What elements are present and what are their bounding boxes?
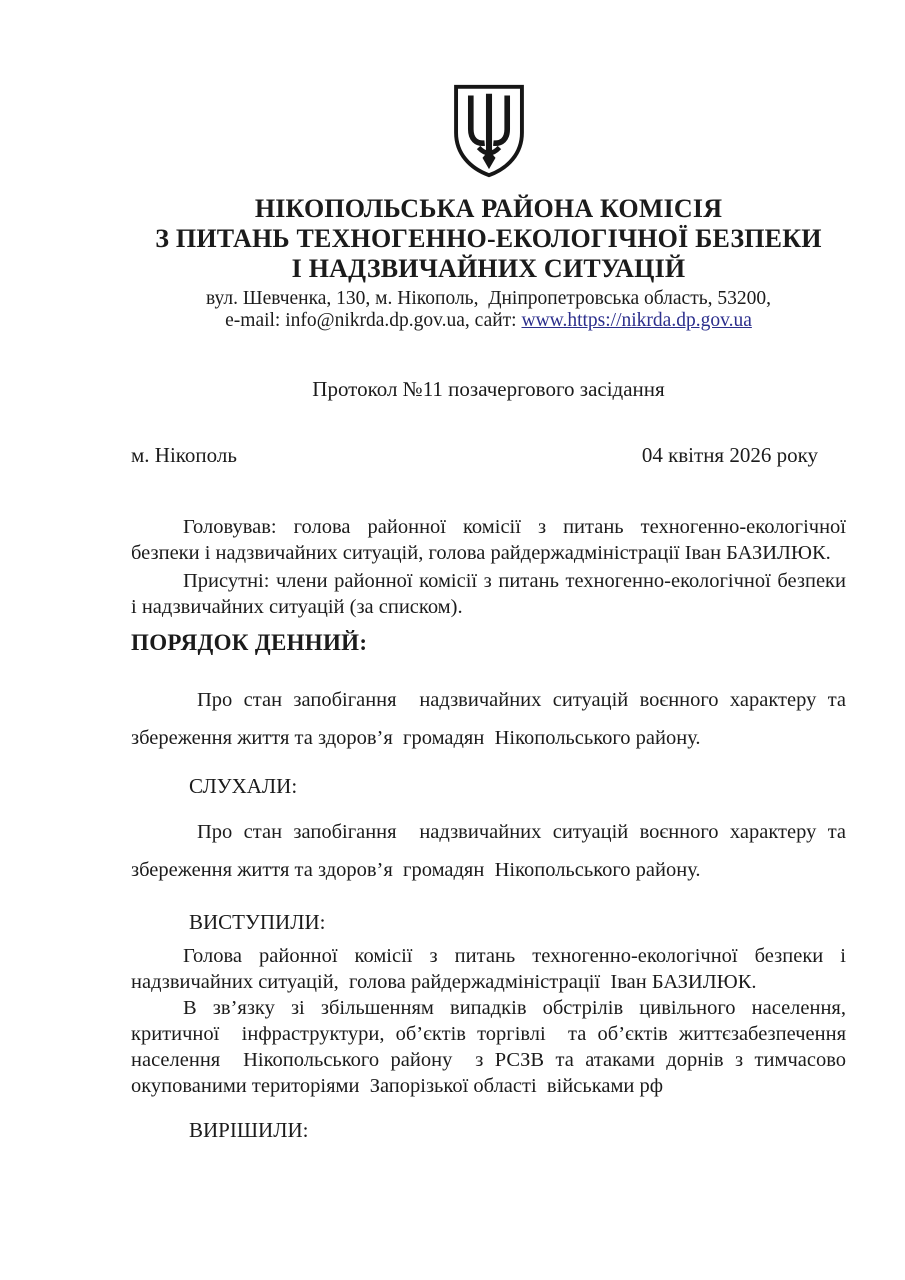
organization-header xyxy=(131,194,846,284)
heard-item-paragraph: Про стан запобігання надзвичайних ситуацій воєнного характеру та збереження життя та здоров’я громадян Нікопольського району. xyxy=(131,821,852,881)
spoke-paragraph-2: В зв’язку зі збільшенням випадків обстрілів цивільного населення, критичної інфраструктури, об’єктів торгівлі та об’єктів життєзабезпечення населення Нікопольського району з РСЗВ та атаками дорнів з тимчасово окупованими територіями Запорізької області військами рф xyxy=(131,997,852,1097)
org-name-line-1: НІКОПОЛЬСЬКА РАЙОНА КОМІСІЯ xyxy=(254,194,723,223)
document-city: м. Нікополь xyxy=(131,443,237,467)
org-contacts xyxy=(131,310,846,332)
agenda-heading: ПОРЯДОК ДЕННИЙ: xyxy=(131,630,368,655)
paragraph-chaired: Головував: голова районної комісії з питань техногенно-екологічної безпеки і надзвичайних ситуацій, голова райдержадміністрації Іван БАЗИЛЮК. xyxy=(131,516,852,564)
paragraph-present: Присутні: члени районної комісії з питань техногенно-екологічної безпеки і надзвичайних ситуацій (за списком). xyxy=(131,570,852,618)
ukraine-trident-emblem-icon xyxy=(131,84,846,178)
agenda-item-paragraph: Про стан запобігання надзвичайних ситуацій воєнного характеру та збереження життя та здоров’я громадян Нікопольського району. xyxy=(131,689,852,749)
org-name-line-2: З ПИТАНЬ ТЕХНОГЕННО-ЕКОЛОГІЧНОЇ БЕЗПЕКИ xyxy=(155,224,822,253)
heard-heading: СЛУХАЛИ: xyxy=(189,774,298,798)
resolved-heading: ВИРІШИЛИ: xyxy=(189,1118,309,1142)
spoke-heading: ВИСТУПИЛИ: xyxy=(189,910,326,934)
org-address: вул. Шевченка, 130, м. Нікополь, Дніпропетровська область, 53200, xyxy=(206,288,771,309)
contacts-label: e-mail: info@nikrda.dp.gov.ua, сайт: xyxy=(225,310,522,331)
website-link[interactable]: www.https://nikrda.dp.gov.ua xyxy=(521,310,752,331)
city-date-row xyxy=(131,442,846,468)
org-name-line-3: І НАДЗВИЧАЙНИХ СИТУАЦІЙ xyxy=(291,254,686,283)
spoke-paragraph-1: Голова районної комісії з питань техногенно-екологічної безпеки і надзвичайних ситуацій, голова райдержадміністрації Іван БАЗИЛЮК. xyxy=(131,945,852,993)
document-date: 04 квітня 2026 року xyxy=(641,443,818,467)
document-title: Протокол №11 позачергового засідання xyxy=(312,377,665,401)
